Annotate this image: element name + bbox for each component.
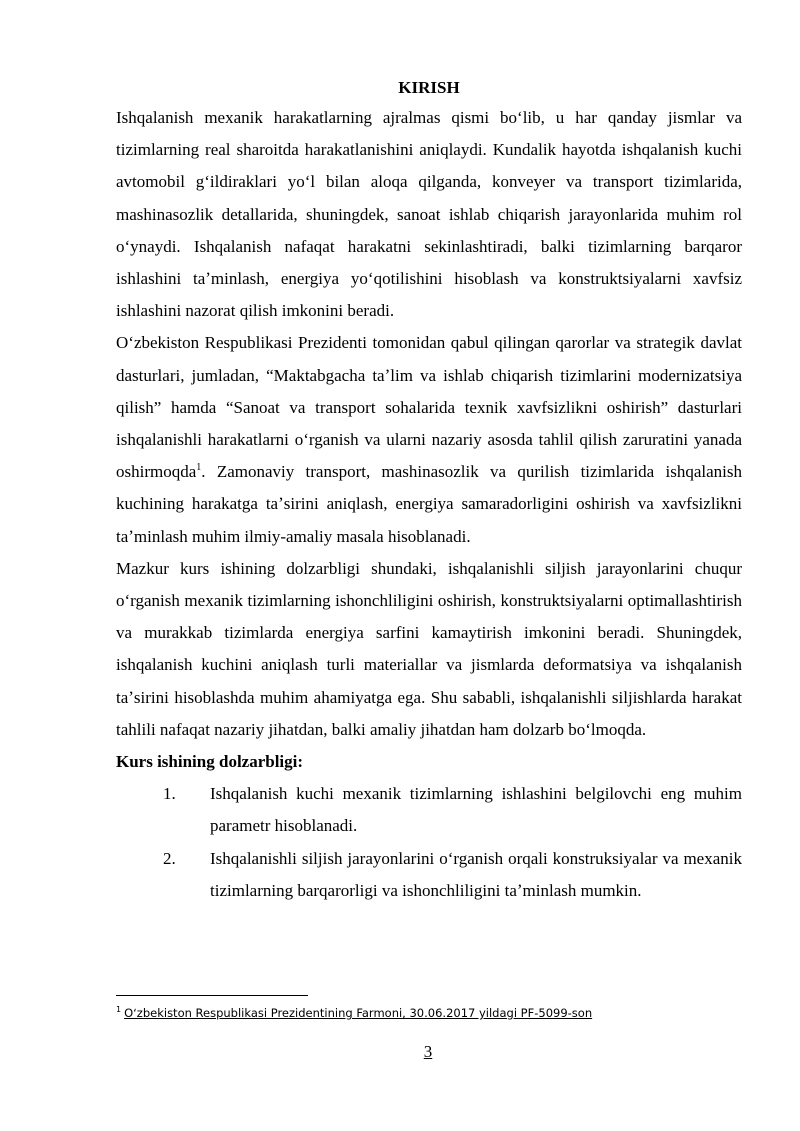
relevance-list <box>116 778 742 907</box>
paragraph-2-text-after: . Zamonaviy transport, mashinasozlik va qurilish tizimlarida ishqalanish kuchining harakatga taʼsirini aniqlash, energiya samaradorligini oshirish va xavfsizlikni taʼminlash muhim ilmiy-amaliy masala hisoblanadi. <box>116 462 742 546</box>
list-item-text: Ishqalanish kuchi mexanik tizimlarning ishlashini belgilovchi eng muhim parametr hisoblanadi. <box>210 784 742 836</box>
paragraph-1 <box>116 102 742 327</box>
footnote-text[interactable]: Oʻzbekiston Respublikasi Prezidentining Farmoni, 30.06.2017 yildagi PF-5099-son <box>124 1006 593 1020</box>
page-number: 3 <box>423 1042 433 1061</box>
paragraph-3 <box>116 553 742 746</box>
list-item-number: 2. <box>163 848 176 868</box>
section-heading: Kurs ishining dolzarbligi: <box>116 752 304 772</box>
list-item-number: 1. <box>163 784 176 804</box>
list-item <box>163 843 742 907</box>
footnote-separator <box>116 995 308 996</box>
list-item-text: Ishqalanishli siljish jarayonlarini oʻrganish orqali konstruksiyalar va mexanik tizimlarning barqarorligi va ishonchliligini taʼminlash mumkin. <box>210 848 742 900</box>
footnote <box>116 1005 742 1021</box>
paragraph-2 <box>116 327 742 552</box>
footnote-mark: 1 <box>116 1005 122 1014</box>
footnote-reference[interactable]: 1 <box>196 462 202 474</box>
paragraph-3-text: Mazkur kurs ishining dolzarbligi shundaki, ishqalanishli siljish jarayonlarini chuqur oʻrganish mexanik tizimlarning ishonchliligini oshirish, konstruktsiyalarni optimallashtirish va murakkab tizimlarda energiya sarfini kamaytirish imkonini beradi. Shuningdek, ishqalanish kuchini aniqlash turli materiallar va jismlarda deformatsiya va ishqalanish taʼsirini hisoblashda muhim ahamiyatga ega. Shu sababli, ishqalanishli siljishlarda harakat tahlili nafaqat nazariy jihatdan, balki amaliy jihatdan ham dolzarb boʻlmoqda. <box>116 558 742 739</box>
page-body <box>116 76 742 907</box>
paragraph-1-text: Ishqalanish mexanik harakatlarning ajralmas qismi boʻlib, u har qanday jismlar va tizimlarning real sharoitda harakatlanishini aniqlaydi. Kundalik hayotda ishqalanish kuchi avtomobil gʻildiraklari yoʻl bilan aloqa qilganda, konveyer va transport tizimlarida, mashinasozlik detallarida, shuningdek, sanoat ishlab chiqarish jarayonlarida muhim rol oʻynaydi. Ishqalanish nafaqat harakatni sekinlashtiradi, balki tizimlarning barqaror ishlashini taʼminlash, energiya yoʻqotilishini hisoblash va konstruktsiyalarni xavfsiz ishlashini nazorat qilish imkonini beradi. <box>116 108 742 321</box>
paragraph-2-text-before: Oʻzbekiston Respublikasi Prezidenti tomonidan qabul qilingan qarorlar va strategik davlat dasturlari, jumladan, “Maktabgacha taʼlim va ishlab chiqarish tizimlarini modernizatsiya qilish” hamda “Sanoat va transport sohalarida texnik xavfsizlikni oshirish” dasturlari ishqalanishli harakatlarni oʻrganish va ularni nazariy asosda tahlil qilish zaruratini yanada oshirmoqda <box>116 333 742 482</box>
list-item <box>163 778 742 842</box>
page-title: KIRISH <box>398 78 460 97</box>
